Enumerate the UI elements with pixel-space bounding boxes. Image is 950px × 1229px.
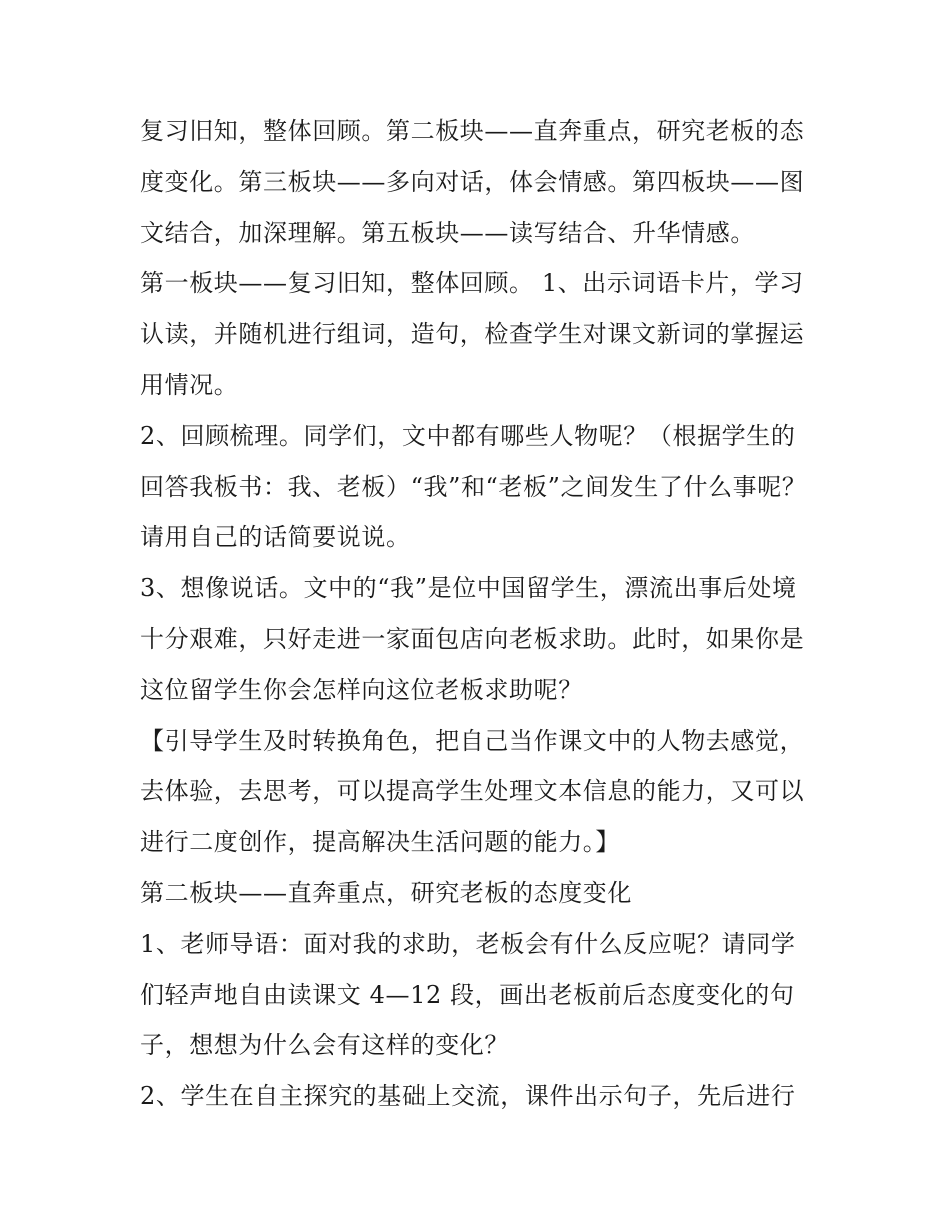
text-line: 这位留学生你会怎样向这位老板求助呢？ — [140, 675, 583, 704]
text-line: 文结合，加深理解。第五板块——读写结合、升华情感。 — [140, 218, 755, 247]
document-body — [140, 109, 820, 1125]
text-line: 度变化。第三板块——多向对话，体会情感。第四板块——图 — [140, 167, 805, 196]
text-line: 十分艰难，只好走进一家面包店向老板求助。此时，如果你是 — [140, 624, 805, 653]
text-line: 子，想想为什么会有这样的变化？ — [140, 1031, 509, 1060]
text-line: 3、想像说话。文中的“我”是位中国留学生，漂流出事后处境 — [140, 574, 797, 603]
text-line: 们轻声地自由读课文 4—12 段，画出老板前后态度变化的句 — [140, 980, 795, 1009]
text-line: 回答我板书：我、老板）“我”和“老板”之间发生了什么事呢？ — [140, 472, 807, 501]
text-line: 1、老师导语：面对我的求助，老板会有什么反应呢？请同学 — [140, 929, 796, 958]
text-line: 认读，并随机进行组词，造句，检查学生对课文新词的掌握运 — [140, 320, 805, 349]
text-line: 2、回顾梳理。同学们，文中都有哪些人物呢？（根据学生的 — [140, 421, 796, 450]
text-line: 去体验，去思考，可以提高学生处理文本信息的能力，又可以 — [140, 777, 805, 806]
text-line: 2、学生在自主探究的基础上交流，课件出示句子，先后进行 — [140, 1082, 796, 1111]
text-line: 【引导学生及时转换角色，把自己当作课文中的人物去感觉， — [140, 726, 805, 755]
text-line: 复习旧知，整体回顾。第二板块——直奔重点，研究老板的态 — [140, 117, 805, 145]
text-line: 进行二度创作，提高解决生活问题的能力。】 — [140, 828, 620, 857]
text-line: 用情况。 — [140, 370, 239, 399]
text-line: 请用自己的话简要说说。 — [140, 523, 411, 552]
text-line: 第二板块——直奔重点，研究老板的态度变化 — [140, 878, 632, 907]
text-line: 第一板块——复习旧知，整体回顾。 1、出示词语卡片，学习 — [140, 269, 804, 298]
